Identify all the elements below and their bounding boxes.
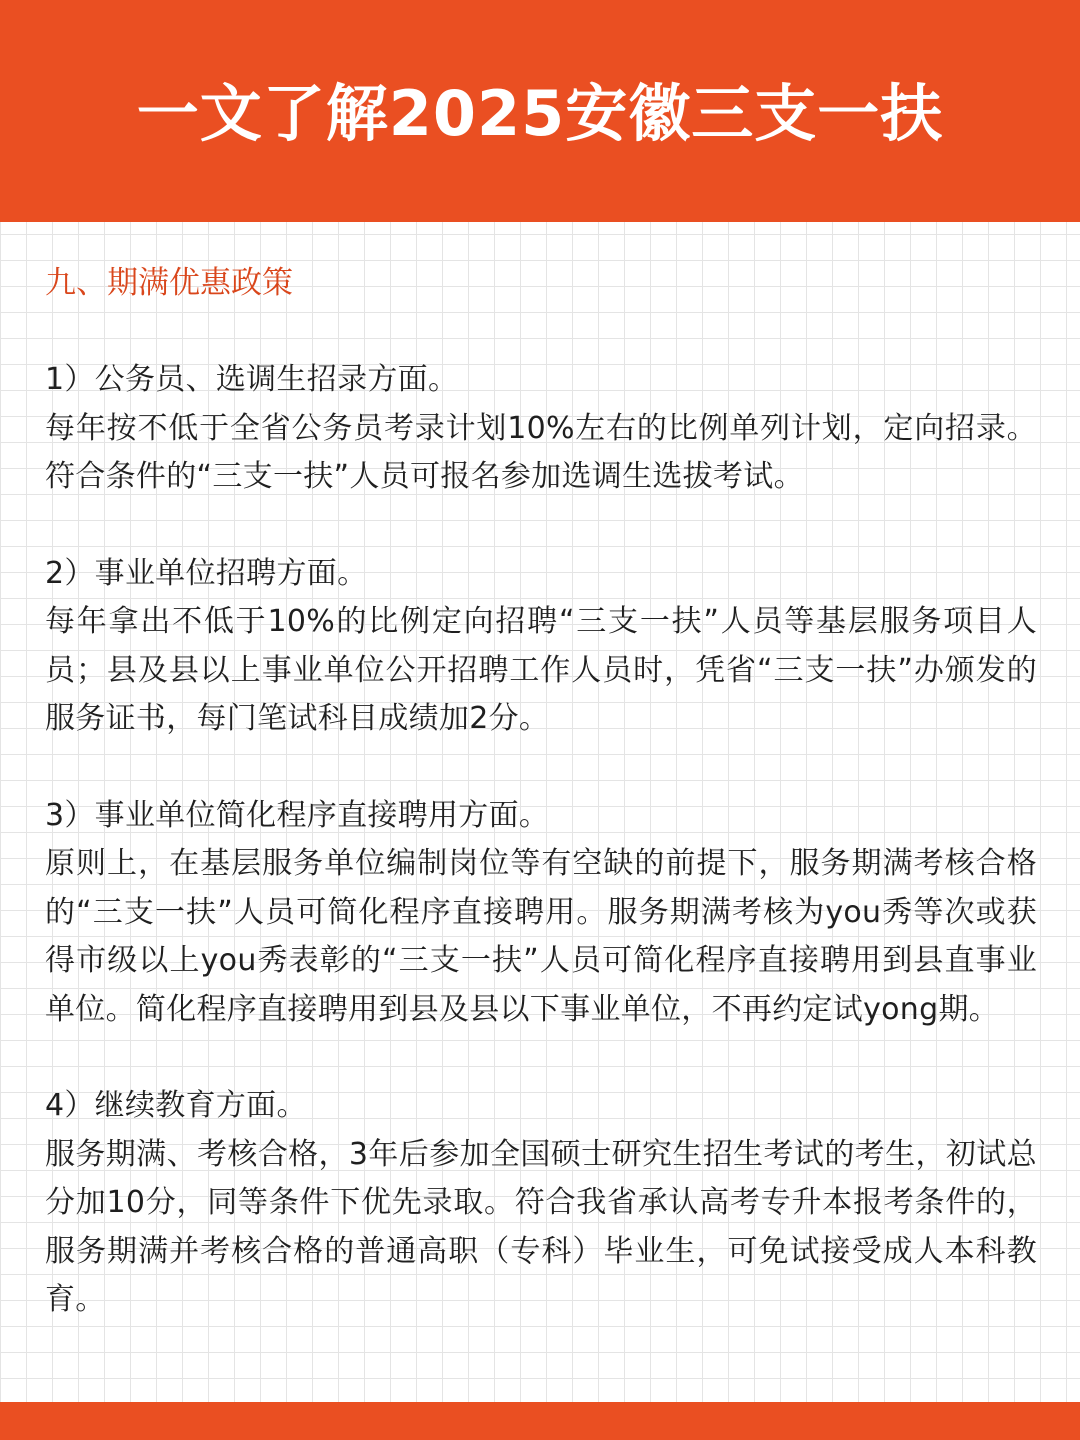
policy-item-body: 原则上，在基层服务单位编制岗位等有空缺的前提下，服务期满考核合格的“三支一扶”人员可简化程序直接聘用。服务期满考核为you秀等次或获得市级以上you秀表彰的“三支一扶”人员可简化程序直接聘用到县直事业单位。简化程序直接聘用到县及县以下事业单位，不再约定试yong期。 [45, 846, 1037, 1027]
policy-item-body: 每年拿出不低于10%的比例定向招聘“三支一扶”人员等基层服务项目人员；县及县以上事业单位公开招聘工作人员时，凭省“三支一扶”办颁发的服务证书，每门笔试科目成绩加2分。 [45, 604, 1037, 736]
article-content [45, 258, 1037, 1373]
policy-item-body: 每年按不低于全省公务员考录计划10%左右的比例单列计划，定向招录。符合条件的“三支一扶”人员可报名参加选调生选拔考试。 [45, 410, 1037, 494]
footer-bar [0, 1402, 1080, 1440]
policy-item-heading: 3）事业单位简化程序直接聘用方面。 [45, 797, 550, 833]
policy-item-body: 服务期满、考核合格，3年后参加全国硕士研究生招生考试的考生，初试总分加10分，同等条件下优先录取。符合我省承认高考专升本报考条件的，服务期满并考核合格的普通高职（专科）毕业生，可免试接受成人本科教育。 [45, 1136, 1037, 1317]
page-title: 一文了解2025安徽三支一扶 [136, 76, 944, 150]
header-banner [0, 0, 1080, 222]
policy-item-civil-servant [45, 356, 1037, 502]
policy-item-heading: 4）继续教育方面。 [45, 1088, 307, 1123]
policy-item-direct-hire [45, 792, 1037, 1035]
policy-item-heading: 2）事业单位招聘方面。 [45, 555, 368, 591]
policy-item-heading: 1）公务员、选调生招录方面。 [45, 362, 459, 397]
policy-item-education [45, 1082, 1037, 1325]
section-title: 九、期满优惠政策 [45, 265, 293, 301]
policy-item-public-institution [45, 550, 1037, 744]
